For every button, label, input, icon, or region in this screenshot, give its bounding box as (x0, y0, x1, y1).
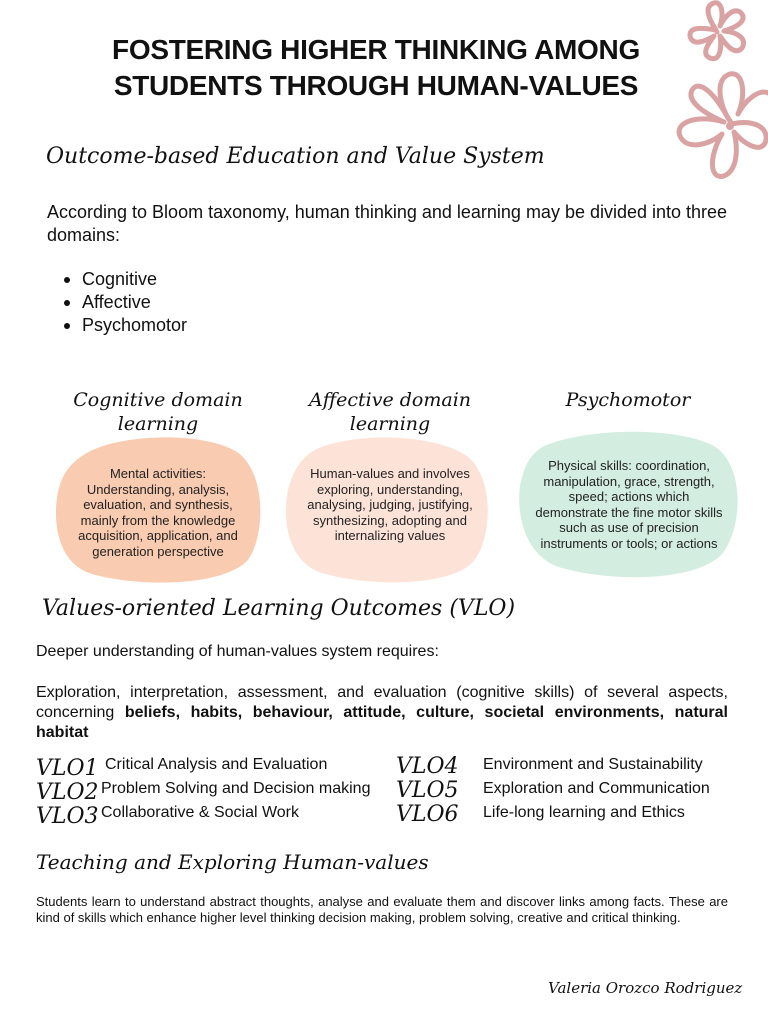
list-item: Psychomotor (62, 314, 187, 337)
section-heading-teaching: Teaching and Exploring Human-values (36, 850, 429, 874)
domain-list (62, 268, 187, 337)
list-item: Cognitive (62, 268, 187, 291)
flower-icon (668, 0, 768, 190)
list-item: Affective (62, 291, 187, 314)
affective-description: Human-values and involves exploring, understanding, analysing, judging, justifying, synthesizing, adopting and internalizing values (307, 466, 473, 543)
cognitive-domain-title: Cognitive domain learning (73, 389, 243, 435)
teaching-paragraph: Students learn to understand abstract thoughts, analyse and evaluate them and discover links among facts. These are kind of skills which enhance higher level thinking decision making, problem solving, creative and critical thinking. (36, 894, 728, 925)
vlo-label: Exploration and Communication (483, 780, 710, 797)
affective-domain-title: Affective domain learning (308, 389, 472, 435)
vlo-label: Life-long learning and Ethics (483, 804, 685, 821)
cognitive-description: Mental activities: Understanding, analysis, evaluation, and synthesis, mainly from the knowledge acquisition, application, and generation perspective (78, 466, 238, 559)
psychomotor-description: Physical skills: coordination, manipulation, grace, strength, speed; actions which demonstrate the fine motor skills such as use of precision instruments or tools; or actions (535, 458, 723, 551)
vlo-label: Problem Solving and Decision making (101, 780, 371, 797)
vlo-intro: Deeper understanding of human-values system requires: (36, 643, 439, 660)
vlo-label: Collaborative & Social Work (101, 804, 300, 821)
vlo-code: VLO5 (396, 778, 459, 803)
page-title (40, 32, 712, 104)
intro-paragraph: According to Bloom taxonomy, human thinking and learning may be divided into three domains: (47, 202, 728, 245)
section-heading-vlo: Values-oriented Learning Outcomes (VLO) (42, 596, 516, 621)
vlo-aspects-paragraph (36, 683, 728, 743)
section-heading-outcome-based: Outcome-based Education and Value System (46, 144, 545, 169)
vlo-code: VLO6 (396, 802, 459, 827)
psychomotor-domain-title: Psychomotor (565, 389, 691, 411)
vlo-code: VLO3 (36, 804, 99, 829)
vlo-code: VLO1 (36, 756, 99, 781)
vlo-aspects-bold: beliefs, habits, behaviour, attitude, culture, societal environments, natural habitat (36, 704, 729, 741)
vlo-label: Environment and Sustainability (483, 756, 703, 773)
title-line-2: STUDENTS THROUGH HUMAN-VALUES (113, 70, 639, 101)
title-line-1: FOSTERING HIGHER THINKING AMONG (112, 34, 640, 65)
vlo-code: VLO4 (396, 754, 459, 779)
author-signature: Valeria Orozco Rodriguez (548, 979, 743, 997)
vlo-aspects-text: Exploration, interpretation, assessment, and evaluation (cognitive skills) of several aspects, concerning (36, 684, 728, 721)
vlo-code: VLO2 (36, 780, 99, 805)
vlo-label: Critical Analysis and Evaluation (105, 756, 328, 773)
